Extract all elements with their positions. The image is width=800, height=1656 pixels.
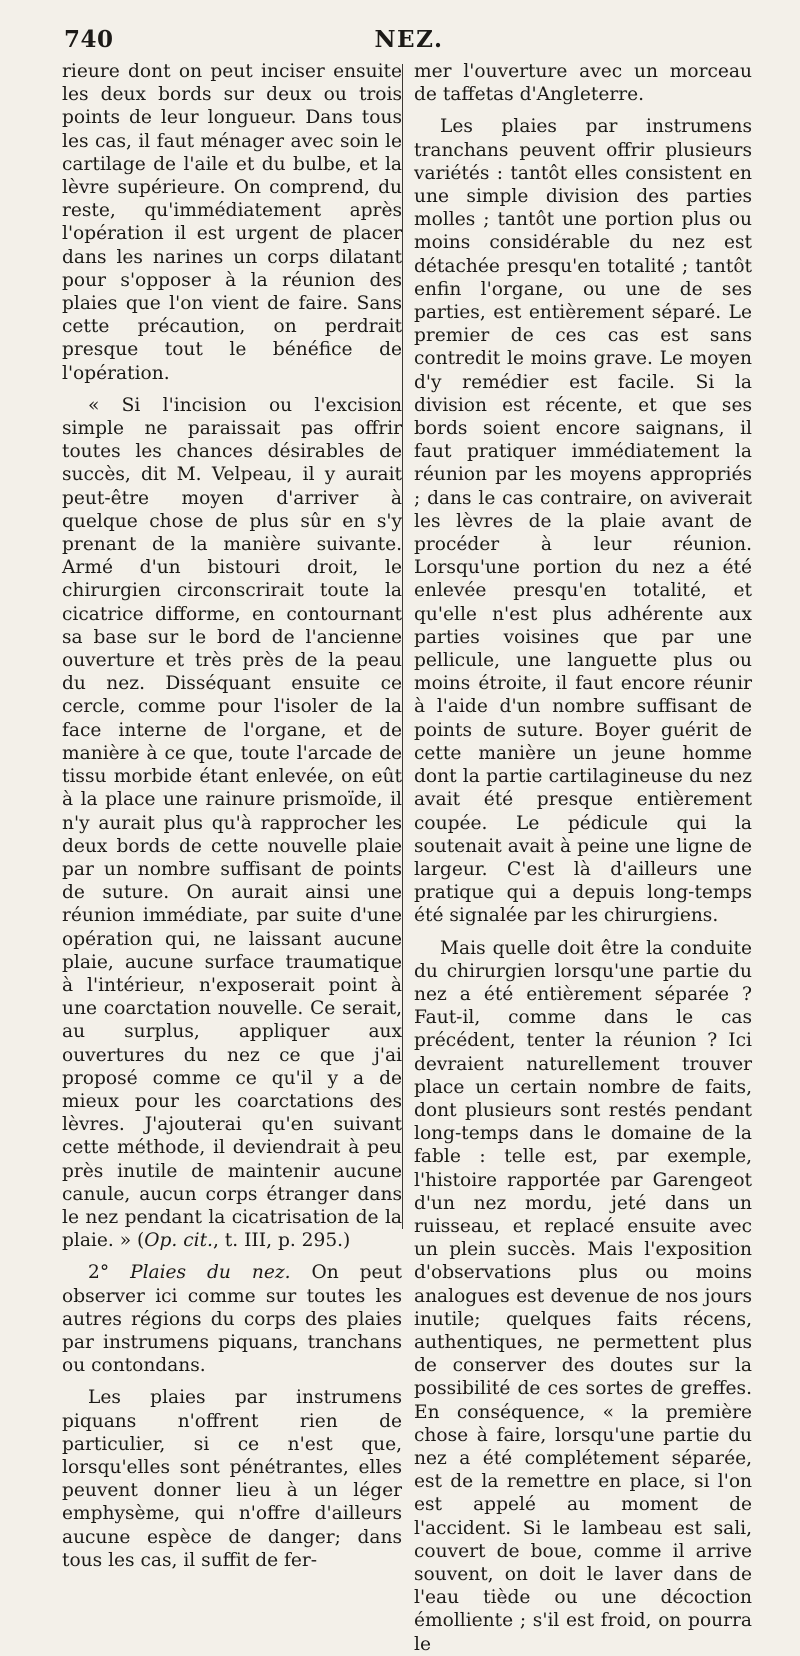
quote-text: « Si l'incision ou l'excision simple ne paraissait pas offrir toutes les chances désirables de succès, dit M. Velpeau, il y aurait peut-être moyen d'arriver à quelque chose de plus sûr en s'y prenant de la manière suivante. Armé d'un bistouri droit, le chirurgien circonscrirait toute la cicatrice difforme, en contournant sa base sur le bord de l'ancienne ouverture et très près de la peau du nez. Disséquant ensuite ce cercle, comme pour l'isoler de la face interne de l'organe, et de manière à ce que, toute l'arcade de tissu morbide étant enlevée, on eût à la place une rainure prismoïde, il n'y aurait plus qu'à rapprocher les deux bords de cette nouvelle plaie par un nombre suffisant de points de suture. On aurait ainsi une réunion immédiate, par suite d'une opération qui, ne laissant aucune plaie, aucune surface traumatique à l'intérieur, n'exposerait point à une coarctation nouvelle. Ce serait, au surplus, appliquer aux ouvertures du nez ce que j'ai proposé comme ce qu'il y a de mieux pour les coarctations des lèvres. J'ajouterai qu'en suivant cette méthode, il deviendrait à peu près inutile de maintenir aucune canule, aucun corps étranger dans le nez pendant la cicatrisation de la plaie. » ( (62, 394, 402, 1252)
left-paragraph-1: rieure dont on peut inciser ensuite les deux bords sur deux ou trois points de leur longueur. Dans tous les cas, il faut ménager avec soin le cartilage de l'aile et du bulbe, et la lèvre supérieure. On comprend, du reste, qu'immédiatement après l'opération il est urgent de placer dans les narines un corps dilatant pour s'opposer à la réunion des plaies que l'on vient de faire. Sans cette précaution, on perdrait presque tout le bénéfice de l'opération. (62, 61, 402, 384)
section-number: 2° (88, 1262, 131, 1284)
section-title: Plaies du nez. (130, 1262, 291, 1284)
page-number: 740 (64, 26, 114, 53)
page-header (64, 26, 754, 56)
left-paragraph-velpeau-quote (62, 394, 402, 1253)
citation-ref: , t. III, p. 295.) (212, 1230, 351, 1252)
section-body: On peut observer ici comme sur toutes les autres régions du corps des plaies par instrumens piquans, tranchans ou contondans. (62, 1262, 402, 1377)
right-paragraph-1: mer l'ouverture avec un morceau de taffetas d'Angleterre. (414, 61, 752, 106)
right-column (414, 60, 752, 1656)
section-plaies-du-nez (62, 1261, 402, 1377)
column-divider (402, 64, 403, 1229)
left-column (62, 60, 402, 1572)
left-paragraph-piquans: Les plaies par instrumens piquans n'offrent rien de particulier, si ce n'est que, lorsqu'elles sont pénétrantes, elles peuvent donner lieu à un léger emphysème, qui n'offre d'ailleurs aucune espèce de danger; dans tous les cas, il suffit de fer- (62, 1387, 402, 1571)
right-paragraph-separation: Mais quelle doit être la conduite du chirurgien lorsqu'une partie du nez a été entièrement séparée ? Faut-il, comme dans le cas précédent, tenter la réunion ? Ici devraient naturellement trouver place un certain nombre de faits, dont plusieurs sont restés pendant long-temps dans le domaine de la fable : telle est, par exemple, l'histoire rapportée par Garengeot d'un nez mordu, jeté dans un ruisseau, et replacé ensuite avec un plein succès. Mais l'exposition d'observations plus ou moins analogues est devenue de nos jours inutile; quelques faits récens, authentiques, ne permettent plus de conserver des doutes sur la possibilité de ces sortes de greffes. En conséquence, « la première chose à faire, lorsqu'une partie du nez a été complétement séparée, est de la remettre en place, si l'on est appelé au moment de l'accident. Si le lambeau est sali, couvert de boue, comme il arrive souvent, on doit le laver dans de l'eau tiède ou une décoction émolliente ; s'il est froid, on pourra le (414, 937, 752, 1655)
running-title: NEZ. (374, 26, 444, 53)
right-paragraph-tranchans: Les plaies par instrumens tranchans peuvent offrir plusieurs variétés : tantôt elles consistent en une simple division des parties molles ; tantôt une portion plus ou moins considérable du nez est détachée presqu'en totalité ; tantôt enfin l'organe, ou une de ses parties, est entièrement séparé. Le premier de ces cas est sans contredit le moins grave. Le moyen d'y remédier est facile. Si la division est récente, et que ses bords soient encore saignans, il faut pratiquer immédiatement la réunion par les moyens appropriés ; dans le cas contraire, on aviverait les lèvres de la plaie avant de procéder à leur réunion. Lorsqu'une portion du nez a été enlevée presqu'en totalité, et qu'elle n'est plus adhérente aux parties voisines que par une pellicule, une languette plus ou moins étroite, il faut encore réunir à l'aide d'un nombre suffisant de points de suture. Boyer guérit de cette manière un jeune homme dont la partie cartilagineuse du nez avait été presque entièrement coupée. Le pédicule qui la soutenait avait à peine une ligne de largeur. C'est là d'ailleurs une pratique qui a depuis long-temps été signalée par les chirurgiens. (414, 116, 752, 927)
citation-op-cit: Op. cit. (144, 1230, 213, 1252)
